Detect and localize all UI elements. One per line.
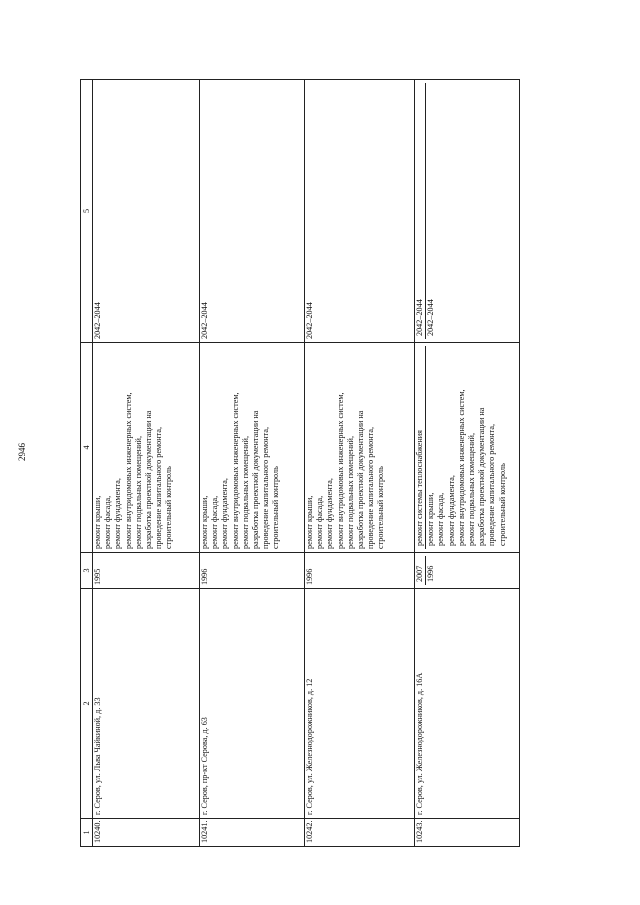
- work-item: ремонт внутридомовых инженерных систем,: [456, 389, 466, 546]
- works-cell: [415, 343, 520, 553]
- table-row: [415, 80, 520, 847]
- work-item: ремонт подвальных помещений,: [133, 436, 143, 549]
- row-number: 10241.: [200, 819, 305, 847]
- row-number: 10243.: [415, 819, 520, 847]
- row-number: 10240.: [93, 819, 200, 847]
- work-item: строительный контроль: [376, 466, 386, 549]
- work-item: ремонт крыши,: [200, 495, 209, 549]
- work-item: разработка проектной документации на: [144, 410, 154, 549]
- work-item: проведение капитального ремонта,: [366, 426, 376, 549]
- work-item: разработка проектной документации на: [477, 407, 487, 546]
- works-cell: [93, 343, 200, 553]
- page-number: 2946: [17, 443, 27, 461]
- work-item: разработка проектной документации на: [355, 410, 365, 549]
- period-cell: 2042–2044: [93, 80, 200, 343]
- work-item: ремонт фундамента,: [113, 478, 123, 549]
- works-cell: [304, 343, 414, 553]
- repair-schedule-table: [80, 79, 520, 847]
- work-item: проведение капитального ремонта,: [154, 426, 164, 549]
- work-item: ремонт крыши,: [93, 495, 102, 549]
- header-cell-5: 5: [81, 80, 93, 343]
- work-item: ремонт фундамента,: [220, 478, 230, 549]
- work-item: проведение капитального ремонта,: [261, 426, 271, 549]
- address-cell: г. Серов, ул. Железнодорожников, д. 12: [304, 589, 414, 819]
- work-item: ремонт подвальных помещений,: [240, 436, 250, 549]
- year-cell: [415, 553, 520, 589]
- year-cell: 1996: [200, 553, 305, 589]
- work-item: ремонт фасада,: [210, 495, 220, 549]
- work-item: строительный контроль: [497, 463, 507, 546]
- header-cell-1: 1: [81, 819, 93, 847]
- period-line-previous: 2042–2044: [415, 83, 426, 339]
- header-row: [81, 80, 93, 847]
- address-cell: г. Серов, ул. Льва Чайкиной, д. 33: [93, 589, 200, 819]
- work-item: разработка проектной документации на: [251, 410, 261, 549]
- work-item: ремонт фасада,: [436, 492, 446, 546]
- work-item: ремонт внутридомовых инженерных систем,: [230, 392, 240, 549]
- work-item: ремонт внутридомовых инженерных систем,: [335, 392, 345, 549]
- year-line: 1996: [426, 565, 436, 582]
- work-item: ремонт подвальных помещений,: [467, 433, 477, 546]
- period-line: 2042–2044: [426, 299, 436, 336]
- work-item: ремонт крыши,: [426, 492, 436, 546]
- header-cell-2: 2: [81, 589, 93, 819]
- rotated-page-wrapper: [80, 80, 520, 847]
- year-cell: 1995: [93, 553, 200, 589]
- work-item: ремонт подвальных помещений,: [345, 436, 355, 549]
- work-item-previous: ремонт системы теплоснабжения: [415, 346, 426, 549]
- work-item: проведение капитального ремонта,: [487, 423, 497, 546]
- work-item: ремонт крыши,: [304, 495, 314, 549]
- work-item: ремонт фасада,: [315, 495, 325, 549]
- work-item: ремонт фасада,: [103, 495, 113, 549]
- work-item: строительный контроль: [164, 466, 174, 549]
- table-row: [200, 80, 305, 847]
- works-cell: [200, 343, 305, 553]
- works-list: [426, 346, 508, 549]
- address-cell: г. Серов, ул. Железнодорожников, д. 16А: [415, 589, 520, 819]
- table-row: [304, 80, 414, 847]
- work-item: строительный контроль: [271, 466, 281, 549]
- rotated-table-container: [80, 80, 520, 847]
- period-cell: 2042–2044: [304, 80, 414, 343]
- period-cell: [415, 80, 520, 343]
- work-item: ремонт фундамента,: [446, 475, 456, 546]
- work-item: ремонт внутридомовых инженерных систем,: [123, 392, 133, 549]
- work-item: ремонт фундамента,: [325, 478, 335, 549]
- header-cell-4: 4: [81, 343, 93, 553]
- table-row: [93, 80, 200, 847]
- period-cell: 2042–2044: [200, 80, 305, 343]
- address-cell: г. Серов, пр-кт Серова, д. 63: [200, 589, 305, 819]
- year-line-previous: 2007: [415, 556, 426, 585]
- row-number: 10242.: [304, 819, 414, 847]
- year-cell: 1996: [304, 553, 414, 589]
- header-cell-3: 3: [81, 553, 93, 589]
